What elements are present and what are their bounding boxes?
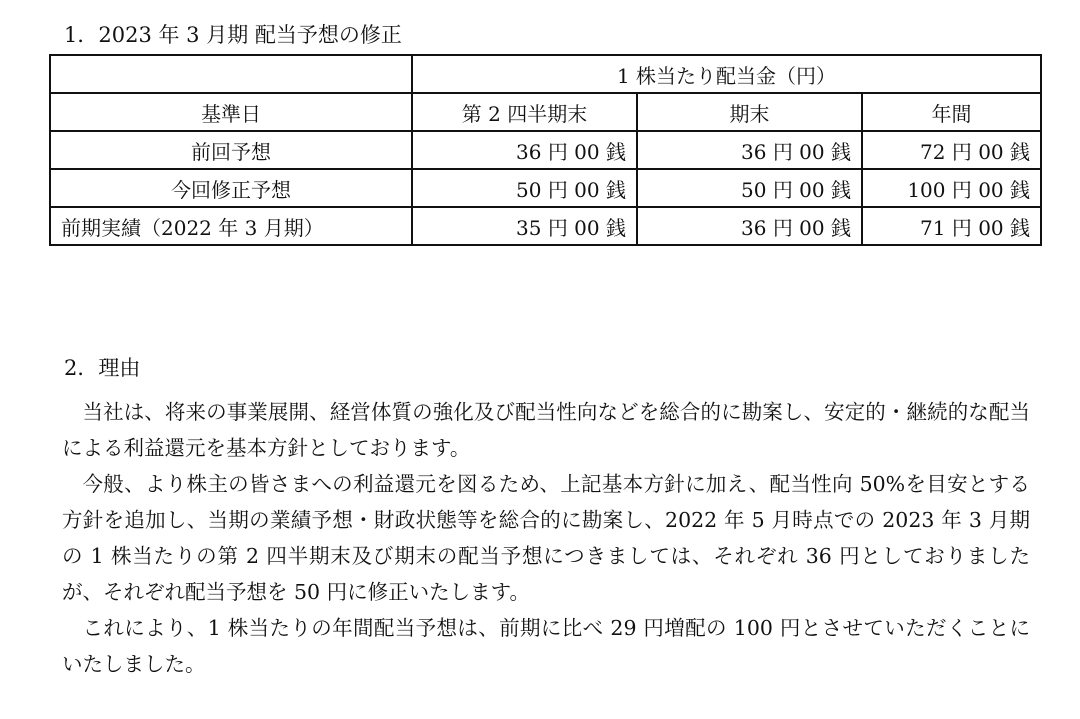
dividend-forecast-table	[49, 54, 1042, 246]
column-header-annual: 年間	[862, 93, 1041, 131]
row-label: 今回修正予想	[50, 169, 412, 207]
cell-annual: 72 円 00 銭	[862, 131, 1041, 169]
cell-q2-end: 36 円 00 銭	[412, 131, 637, 169]
section1-heading: 1．2023 年 3 月期 配当予想の修正	[64, 23, 402, 47]
table-row	[50, 207, 1041, 245]
section2-heading: 2．理由	[64, 356, 141, 380]
cell-q2-end: 35 円 00 銭	[412, 207, 637, 245]
reason-paragraph: 今般、より株主の皆さまへの利益還元を図るため、上記基本方針に加え、配当性向 50%を目安とする方針を追加し、当期の業績予想・財政状態等を総合的に勘案し、2022 年 5 月時点での 2023 年 3 月期の 1 株当たりの第 2 四半期末及び期末の配当予想につきましては、それぞれ 36 円としておりましたが、それぞれ配当予想を 50 円に修正いたします。	[62, 472, 1030, 604]
table-group-header: 1 株当たり配当金（円）	[412, 55, 1041, 93]
table-group-header-row	[50, 55, 1041, 93]
row-label: 前回予想	[50, 131, 412, 169]
cell-annual: 71 円 00 銭	[862, 207, 1041, 245]
reason-paragraph: 当社は、将来の事業展開、経営体質の強化及び配当性向などを総合的に勘案し、安定的・継続的な配当による利益還元を基本方針としております。	[62, 400, 1030, 460]
table-empty-corner-cell	[50, 55, 412, 93]
table-header-row	[50, 93, 1041, 131]
reason-body	[62, 394, 1030, 682]
column-header-year-end: 期末	[637, 93, 862, 131]
table-row	[50, 169, 1041, 207]
cell-year-end: 50 円 00 銭	[637, 169, 862, 207]
row-label: 前期実績（2022 年 3 月期）	[50, 207, 412, 245]
column-header-q2-end: 第 2 四半期末	[412, 93, 637, 131]
cell-q2-end: 50 円 00 銭	[412, 169, 637, 207]
cell-year-end: 36 円 00 銭	[637, 207, 862, 245]
column-header-base-date: 基準日	[50, 93, 412, 131]
reason-paragraph: これにより、1 株当たりの年間配当予想は、前期に比べ 29 円増配の 100 円とさせていただくことにいたしました。	[62, 616, 1030, 676]
cell-annual: 100 円 00 銭	[862, 169, 1041, 207]
table-row	[50, 131, 1041, 169]
cell-year-end: 36 円 00 銭	[637, 131, 862, 169]
